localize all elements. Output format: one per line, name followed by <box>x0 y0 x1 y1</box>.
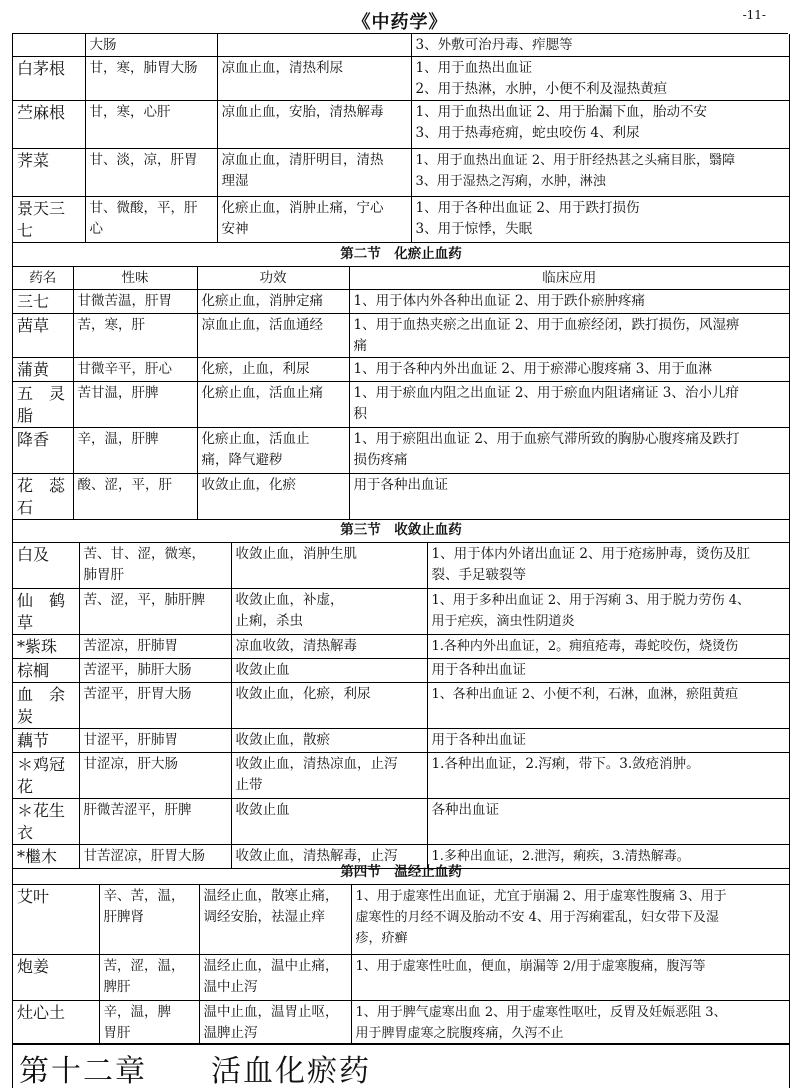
table-row <box>13 381 789 427</box>
herb-effect: 收敛止血，化瘀 <box>197 473 349 519</box>
section-blood-cooling-continued <box>12 34 790 244</box>
table-row <box>13 313 789 357</box>
herb-use: 1、用于脾气虚寒出血 2、用于虚寒性呕吐，反胃及妊娠恶阻 3、 用于脾胃虚寒之脘腹疼痛，久泻不止 <box>351 1000 789 1044</box>
herb-effect: 温中止血，温胃止呕， 温脾止泻 <box>199 1000 351 1044</box>
herb-taste: 酸、涩，平，肝 <box>73 473 197 519</box>
herb-name: 降香 <box>13 427 73 473</box>
herb-name: 血 余 炭 <box>13 682 79 728</box>
table-row <box>13 1000 789 1044</box>
herb-use: 1、用于瘀阻出血证 2、用于血瘀气滞所致的胸胁心腹疼痛及跌打 损伤疼痛 <box>349 427 789 473</box>
herb-name: 三七 <box>13 289 73 313</box>
column-header-use: 临床应用 <box>349 266 789 289</box>
herb-effect: 化瘀止血，消肿止痛，宁心 安神 <box>217 197 411 243</box>
herb-name: 藕节 <box>13 728 79 752</box>
herb-effect: 凉血止血，清肝明目，清热 理湿 <box>217 149 411 197</box>
herb-use: 用于各种出血证 <box>427 658 789 682</box>
herb-effect: 收敛止血 <box>231 658 427 682</box>
table-row <box>13 34 789 57</box>
herb-name: 景天三 七 <box>13 197 85 243</box>
herb-use: 1、用于血热夹瘀之出血证 2、用于血瘀经闭，跌打损伤，风湿痹 痛 <box>349 313 789 357</box>
section-astringent-hemostatics <box>12 520 790 866</box>
section-title-row <box>13 520 789 542</box>
table-row <box>13 954 789 1000</box>
herb-taste: 苦甘温，肝脾 <box>73 381 197 427</box>
herb-name: 茜草 <box>13 313 73 357</box>
herb-name: 棕榈 <box>13 658 79 682</box>
herb-taste: 肝微苦涩平，肝脾 <box>79 798 231 844</box>
herb-effect: 收敛止血，清热凉血，止泻 止带 <box>231 752 427 798</box>
herb-use: 1、用于各种内外出血证 2、用于瘀滞心腹疼痛 3、用于血淋 <box>349 357 789 381</box>
column-header-taste: 性味 <box>73 266 197 289</box>
table-row <box>13 728 789 752</box>
herb-taste: 苦涩平，肺肝大肠 <box>79 658 231 682</box>
herb-taste: 甘涩凉，肝大肠 <box>79 752 231 798</box>
herb-use: 1、用于瘀血内阻之出血证 2、用于瘀血内阻诸痛证 3、治小儿疳 积 <box>349 381 789 427</box>
herb-use: 1、用于各种出血证 2、用于跌打损伤 3、用于惊悸，失眠 <box>411 197 789 243</box>
table-row <box>13 197 789 243</box>
herb-taste: 甘，寒，心肝 <box>85 101 217 149</box>
herb-name: 花 蕊 石 <box>13 473 73 519</box>
herb-use: 1、用于体内外诸出血证 2、用于疮疡肿毒，烫伤及肛 裂、手足皲裂等 <box>427 542 789 588</box>
herb-effect: 收敛止血，消肿生肌 <box>231 542 427 588</box>
chapter-heading <box>12 1043 790 1088</box>
herb-effect: 化瘀止血，活血止痛 <box>197 381 349 427</box>
herb-name: 白及 <box>13 542 79 588</box>
table-row <box>13 884 789 954</box>
herb-name: 仙 鹤 草 <box>13 588 79 634</box>
herb-name: 白茅根 <box>13 57 85 101</box>
herb-name: 艾叶 <box>13 884 99 954</box>
table-row <box>13 357 789 381</box>
herb-effect <box>217 34 411 57</box>
chapter-title: 第十二章 活血化瘀药 <box>19 1054 371 1089</box>
herb-taste: 甘，寒，肺胃大肠 <box>85 57 217 101</box>
herb-taste: 甘、微酸，平，肝 心 <box>85 197 217 243</box>
herb-taste: 甘微苦温，肝胃 <box>73 289 197 313</box>
table-row <box>13 634 789 658</box>
herb-taste: 苦涩平，肝胃大肠 <box>79 682 231 728</box>
herb-use: 用于各种出血证 <box>349 473 789 519</box>
section-title: 第二节 化瘀止血药 <box>13 244 789 266</box>
section-title-row <box>13 244 789 266</box>
herb-use: 1.各种内外出血证，2。痈疽疮毒，毒蛇咬伤，烧烫伤 <box>427 634 789 658</box>
section-warming-hemostatics <box>12 862 790 1043</box>
herb-name: 五 灵 脂 <box>13 381 73 427</box>
herb-use: 1、用于虚寒性吐血，便血，崩漏等 2/用于虚寒腹痛，腹泻等 <box>351 954 789 1000</box>
herb-use: 3、外敷可治丹毒、痄腮等 <box>411 34 789 57</box>
herb-effect: 收敛止血，散瘀 <box>231 728 427 752</box>
herb-name: 荠菜 <box>13 149 85 197</box>
herb-taste: 甘微辛平，肝心 <box>73 357 197 381</box>
herb-effect: 温经止血，散寒止痛， 调经安胎，祛湿止痒 <box>199 884 351 954</box>
herb-name: 苎麻根 <box>13 101 85 149</box>
herb-taste: 苦、甘、涩，微寒， 肺胃肝 <box>79 542 231 588</box>
table-row <box>13 798 789 844</box>
table-row <box>13 542 789 588</box>
herb-use: 1、用于虚寒性出血证，尤宜于崩漏 2、用于虚寒性腹痛 3、用于 虚寒性的月经不调及胎动不安 4、用于泻痢霍乱，妇女带下及湿 疹，疥癣 <box>351 884 789 954</box>
herb-name: *檵木 <box>13 844 79 868</box>
herb-taste: 辛，温，脾 胃肝 <box>99 1000 199 1044</box>
herb-effect: 收敛止血 <box>231 798 427 844</box>
book-title: 《中药学》 <box>352 12 448 33</box>
herb-name: ＊花生 衣 <box>13 798 79 844</box>
herb-use: 1、用于血热出血证 2、用于肝经热甚之头痛目胀，翳障 3、用于湿热之泻痢，水肿，淋浊 <box>411 149 789 197</box>
herb-effect: 化瘀止血，活血止 痛，降气避秽 <box>197 427 349 473</box>
section-stasis-resolving-hemostatics <box>12 244 790 520</box>
table-row <box>13 473 789 519</box>
column-header-effect: 功效 <box>197 266 349 289</box>
herb-use: 1、用于血热出血证 2、用于胎漏下血，胎动不安 3、用于热毒疮痈，蛇虫咬伤 4、利尿 <box>411 101 789 149</box>
herb-use: 1、用于体内外各种出血证 2、用于跌仆瘀肿疼痛 <box>349 289 789 313</box>
herb-use: 用于各种出血证 <box>427 728 789 752</box>
herb-name: 炮姜 <box>13 954 99 1000</box>
herb-taste: 辛，温，肝脾 <box>73 427 197 473</box>
herb-effect: 凉血止血，安胎，清热解毒 <box>217 101 411 149</box>
herb-name: *紫珠 <box>13 634 79 658</box>
table-row <box>13 427 789 473</box>
herb-use: 各种出血证 <box>427 798 789 844</box>
herb-effect: 温经止血，温中止痛， 温中止泻 <box>199 954 351 1000</box>
section-title-row <box>13 862 789 884</box>
table-row <box>13 57 789 101</box>
page-number: -11- <box>742 8 766 22</box>
herb-name: 灶心土 <box>13 1000 99 1044</box>
herb-taste: 辛、苦，温， 肝脾肾 <box>99 884 199 954</box>
section-title: 第三节 收敛止血药 <box>13 520 789 542</box>
herb-effect: 收敛止血，化瘀，利尿 <box>231 682 427 728</box>
herb-effect: 凉血止血，活血通经 <box>197 313 349 357</box>
herb-taste: 苦，寒，肝 <box>73 313 197 357</box>
section-title: 第四节 温经止血药 <box>13 862 789 884</box>
herb-name: 蒲黄 <box>13 357 73 381</box>
herb-taste: 苦，涩，温， 脾肝 <box>99 954 199 1000</box>
herb-effect: 收敛止血，补虚， 止痢，杀虫 <box>231 588 427 634</box>
column-header-row <box>13 266 789 289</box>
herb-taste: 甘涩平，肝肺胃 <box>79 728 231 752</box>
herb-use: 1、各种出血证 2、小便不利，石淋，血淋，瘀阻黄疸 <box>427 682 789 728</box>
table-row <box>13 149 789 197</box>
herb-taste: 甘苦涩凉，肝胃大肠 <box>79 844 231 868</box>
table-row <box>13 588 789 634</box>
table-row <box>13 682 789 728</box>
herb-effect: 凉血止血，清热利尿 <box>217 57 411 101</box>
herb-use: 1.多种出血证，2.泄泻，痢疾，3.清热解毒。 <box>427 844 789 868</box>
table-row <box>13 101 789 149</box>
herb-use: 1、用于血热出血证 2、用于热淋，水肿，小便不利及湿热黄疸 <box>411 57 789 101</box>
table-row <box>13 658 789 682</box>
herb-taste: 甘、淡，凉，肝胃 <box>85 149 217 197</box>
herb-effect: 凉血收敛，清热解毒 <box>231 634 427 658</box>
herb-effect: 化瘀止血，消肿定痛 <box>197 289 349 313</box>
table-row <box>13 289 789 313</box>
table-row <box>13 752 789 798</box>
herb-name: ＊鸡冠 花 <box>13 752 79 798</box>
herb-name <box>13 34 85 57</box>
page-header <box>0 0 800 34</box>
herb-use: 1、用于多种出血证 2、用于泻痢 3、用于脱力劳伤 4、 用于疟疾，滴虫性阴道炎 <box>427 588 789 634</box>
herb-taste: 苦涩凉，肝肺胃 <box>79 634 231 658</box>
herb-taste: 苦、涩，平，肺肝脾 <box>79 588 231 634</box>
herb-effect: 收敛止血，清热解毒，止泻 <box>231 844 427 868</box>
herb-use: 1.各种出血证，2.泻痢，带下。3.敛疮消肿。 <box>427 752 789 798</box>
herb-effect: 化瘀，止血，利尿 <box>197 357 349 381</box>
herb-taste: 大肠 <box>85 34 217 57</box>
column-header-name: 药名 <box>13 266 73 289</box>
